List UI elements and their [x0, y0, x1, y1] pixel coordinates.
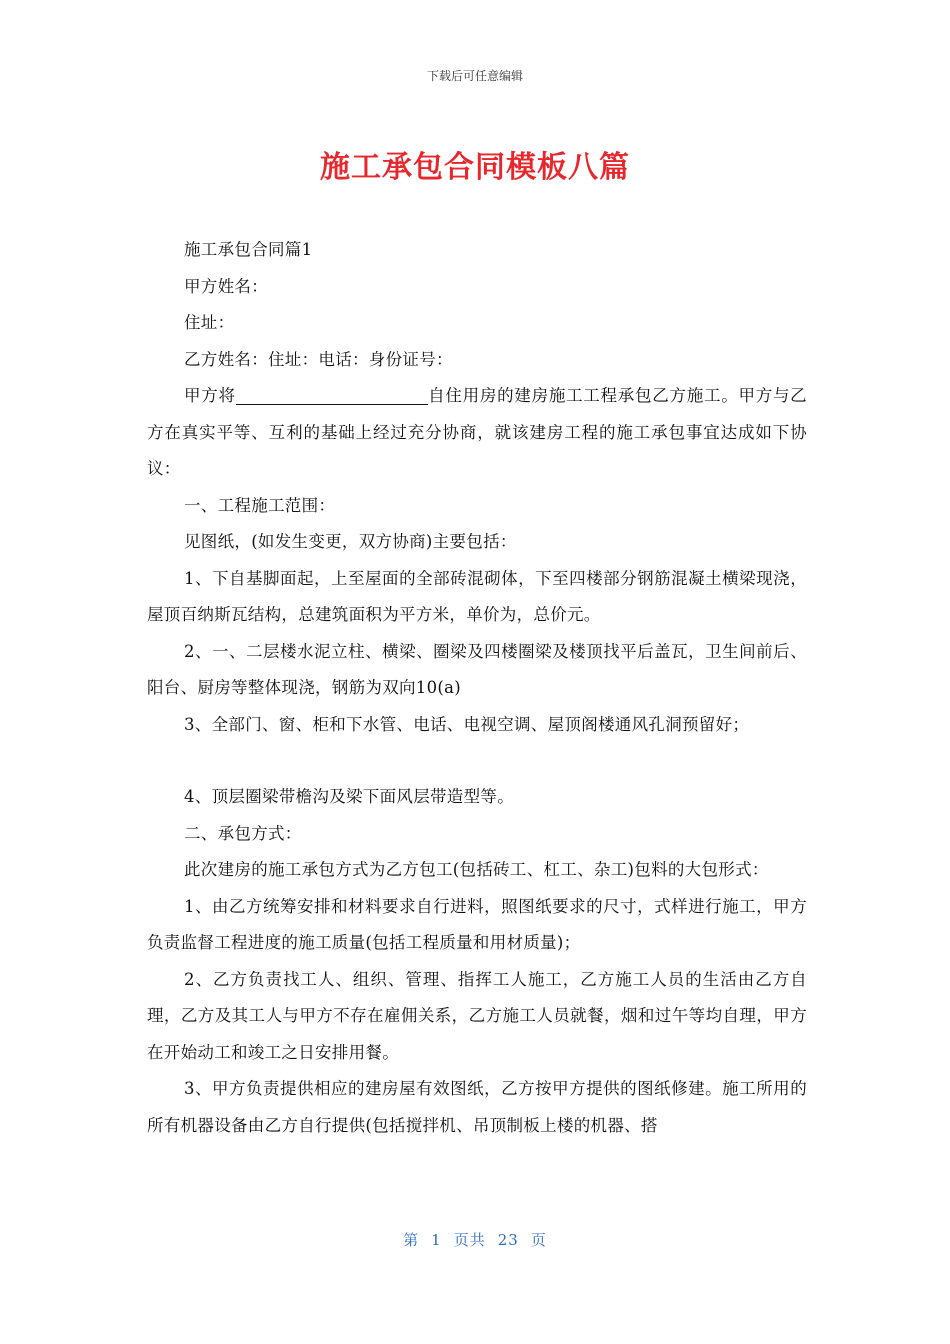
paragraph: 此次建房的施工承包方式为乙方包工(包括砖工、杠工、杂工)包料的大包形式： — [184, 860, 769, 879]
document-title: 施工承包合同模板八篇 — [320, 150, 630, 185]
paragraph: 3、全部门、窗、柜和下水管、电话、电视空调、屋顶阁楼通风孔洞预留好； — [184, 714, 750, 734]
paragraph: 1、由乙方统筹安排和材料要求自行进料，照图纸要求的尺寸，式样进行施工，甲方负责监督工程进度的施工质量(包括工程质量和用材质量)； — [147, 896, 807, 952]
paragraph: 施工承包合同篇1 — [184, 240, 313, 259]
paragraph: 1、下自基脚面起，上至屋面的全部砖混砌体，下至四楼部分钢筋混凝土横梁现浇，屋顶百纳斯瓦结构，总建筑面积为平方米，单价为，总价元。 — [147, 568, 807, 624]
paragraph: 乙方姓名：住址：电话：身份证号： — [184, 349, 453, 369]
paragraph: 一、工程施工范围： — [184, 495, 336, 515]
paragraph: 住址： — [184, 313, 235, 332]
paragraph: 4、顶层圈梁带檐沟及梁下面风层带造型等。 — [184, 787, 514, 806]
footer-label-2: 页共 — [453, 1231, 486, 1249]
footer-total-pages: 23 — [497, 1231, 519, 1249]
paragraph: 见图纸，(如发生变更，双方协商)主要包括： — [184, 532, 517, 551]
paragraph-with-blank — [147, 378, 807, 488]
footer-label-1: 第 — [403, 1231, 420, 1249]
paragraph: 二、承包方式： — [184, 823, 302, 843]
page-footer — [0, 1229, 950, 1250]
footer-page-number: 1 — [431, 1231, 442, 1249]
paragraph-text-before: 甲方将 — [184, 386, 236, 405]
header-note: 下载后可任意编辑 — [426, 69, 523, 83]
paragraph-text-after: 自住用房的建房施工工程承包乙方施工。甲方与乙方在真实平等、互利的基础上经过充分协商，就该建房工程的施工承包事宜达成如下协议： — [147, 386, 807, 478]
blank-underline — [236, 382, 428, 405]
footer-label-3: 页 — [530, 1231, 547, 1249]
paragraph: 2、乙方负责找工人、组织、管理、指挥工人施工，乙方施工人员的生活由乙方自理，乙方及其工人与甲方不存在雇佣关系，乙方施工人员就餐，烟和过午等均自理，甲方在开始动工和竣工之日安排用餐。 — [147, 969, 807, 1062]
paragraph: 3、甲方负责提供相应的建房屋有效图纸，乙方按甲方提供的图纸修建。施工所用的所有机器设备由乙方自行提供(包括搅拌机、吊顶制板上楼的机器、搭 — [147, 1079, 807, 1135]
paragraph: 甲方姓名： — [184, 276, 268, 296]
paragraph: 2、一、二层楼水泥立柱、横梁、圈梁及四楼圈梁及楼顶找平后盖瓦，卫生间前后、阳台、厨房等整体现浇，钢筋为双向10(a) — [147, 641, 807, 697]
document-body — [147, 232, 807, 1144]
